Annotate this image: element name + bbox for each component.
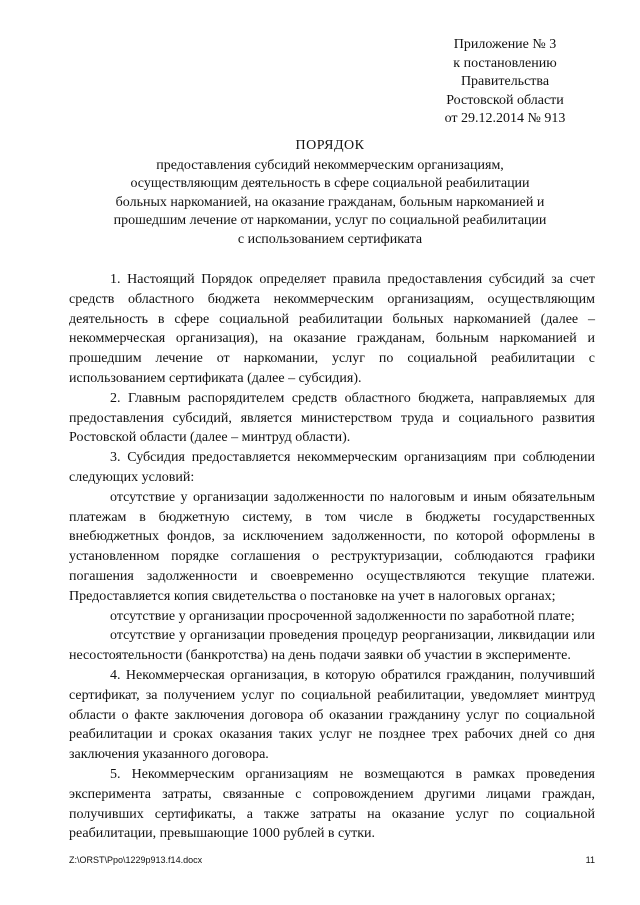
appendix-line-4: Ростовской области xyxy=(446,92,564,108)
title-line-3: больных наркоманией, на оказание гражданам, больным наркоманией и xyxy=(115,194,545,210)
paragraph-3-condition-3: отсутствие у организации проведения процедур реорганизации, ликвидации или несостоятельности (банкротства) на день подачи заявки об участии в эксперименте. xyxy=(69,628,595,664)
appendix-header xyxy=(415,36,595,129)
page-footer xyxy=(69,855,595,869)
title-line-1: предоставления субсидий некоммерческим организациям, xyxy=(156,157,504,173)
title-line-5: с использованием сертификата xyxy=(237,231,423,247)
appendix-line-5: от 29.12.2014 № 913 xyxy=(444,111,566,126)
paragraph-5: 5. Некоммерческим организациям не возмещаются в рамках проведения эксперимента затраты, связанные с сопровождением другими лицами граждан, получивших сертификаты, а также затраты на оказание услуг по социальной реабилитации, превышающие 1000 рублей в сутки. xyxy=(69,766,595,842)
title-line-4: прошедшим лечение от наркомании, услуг по социальной реабилитации xyxy=(113,213,547,229)
appendix-line-3: Правительства xyxy=(460,74,550,89)
paragraph-3: 3. Субсидия предоставляется некоммерческим организациям при соблюдении следующих условий: xyxy=(69,450,595,485)
appendix-line-2: к постановлению xyxy=(453,55,557,71)
document-title-block xyxy=(60,137,600,250)
appendix-line-1: Приложение № 3 xyxy=(453,37,557,52)
paragraph-3-condition-2: отсутствие у организации просроченной задолженности по заработной плате; xyxy=(110,608,575,624)
paragraph-2: 2. Главным распорядителем средств областного бюджета, направляемых для предоставления субсидий, является министерством труда и социального развития Ростовской области (далее – минтруд области). xyxy=(69,390,595,446)
page-number: 11 xyxy=(585,855,595,865)
document-title: ПОРЯДОК xyxy=(295,138,365,153)
document-body xyxy=(69,270,595,844)
title-line-2: осуществляющим деятельность в сфере социальной реабилитации xyxy=(130,176,530,192)
paragraph-3-condition-1: отсутствие у организации задолженности по налоговым и иным обязательным платежам в бюджетную систему, в том числе в бюджеты государственных внебюджетных фондов, за исключением задолженности, по которой оформлены в установленном порядке соглашения о реструктуризации, соблюдаются графики погашения задолженности и своевременно осуществляются текущие платежи. Предоставляется копия свидетельства о постановке на учет в налоговых органах; xyxy=(69,489,595,604)
paragraph-1: 1. Настоящий Порядок определяет правила предоставления субсидий за счет средств областного бюджета некоммерческим организациям, осуществляющим деятельность в сфере социальной реабилитации больных наркоманией (далее – некоммерческая организация), на оказание гражданам, больным наркоманией и прошедшим лечение от наркомании, услуг по социальной реабилитации с использованием сертификата (далее – субсидия). xyxy=(69,272,595,386)
file-path: Z:\ORST\Ppo\1229p913.f14.docx xyxy=(69,855,203,865)
paragraph-4: 4. Некоммерческая организация, в которую обратился гражданин, получивший сертификат, за получением услуг по социальной реабилитации, уведомляет минтруд области о факте заключения договора об оказании гражданину услуг по социальной реабилитации и сроках оказания таких услуг не позднее трех рабочих дней со дня заключения указанного договора. xyxy=(69,667,595,763)
